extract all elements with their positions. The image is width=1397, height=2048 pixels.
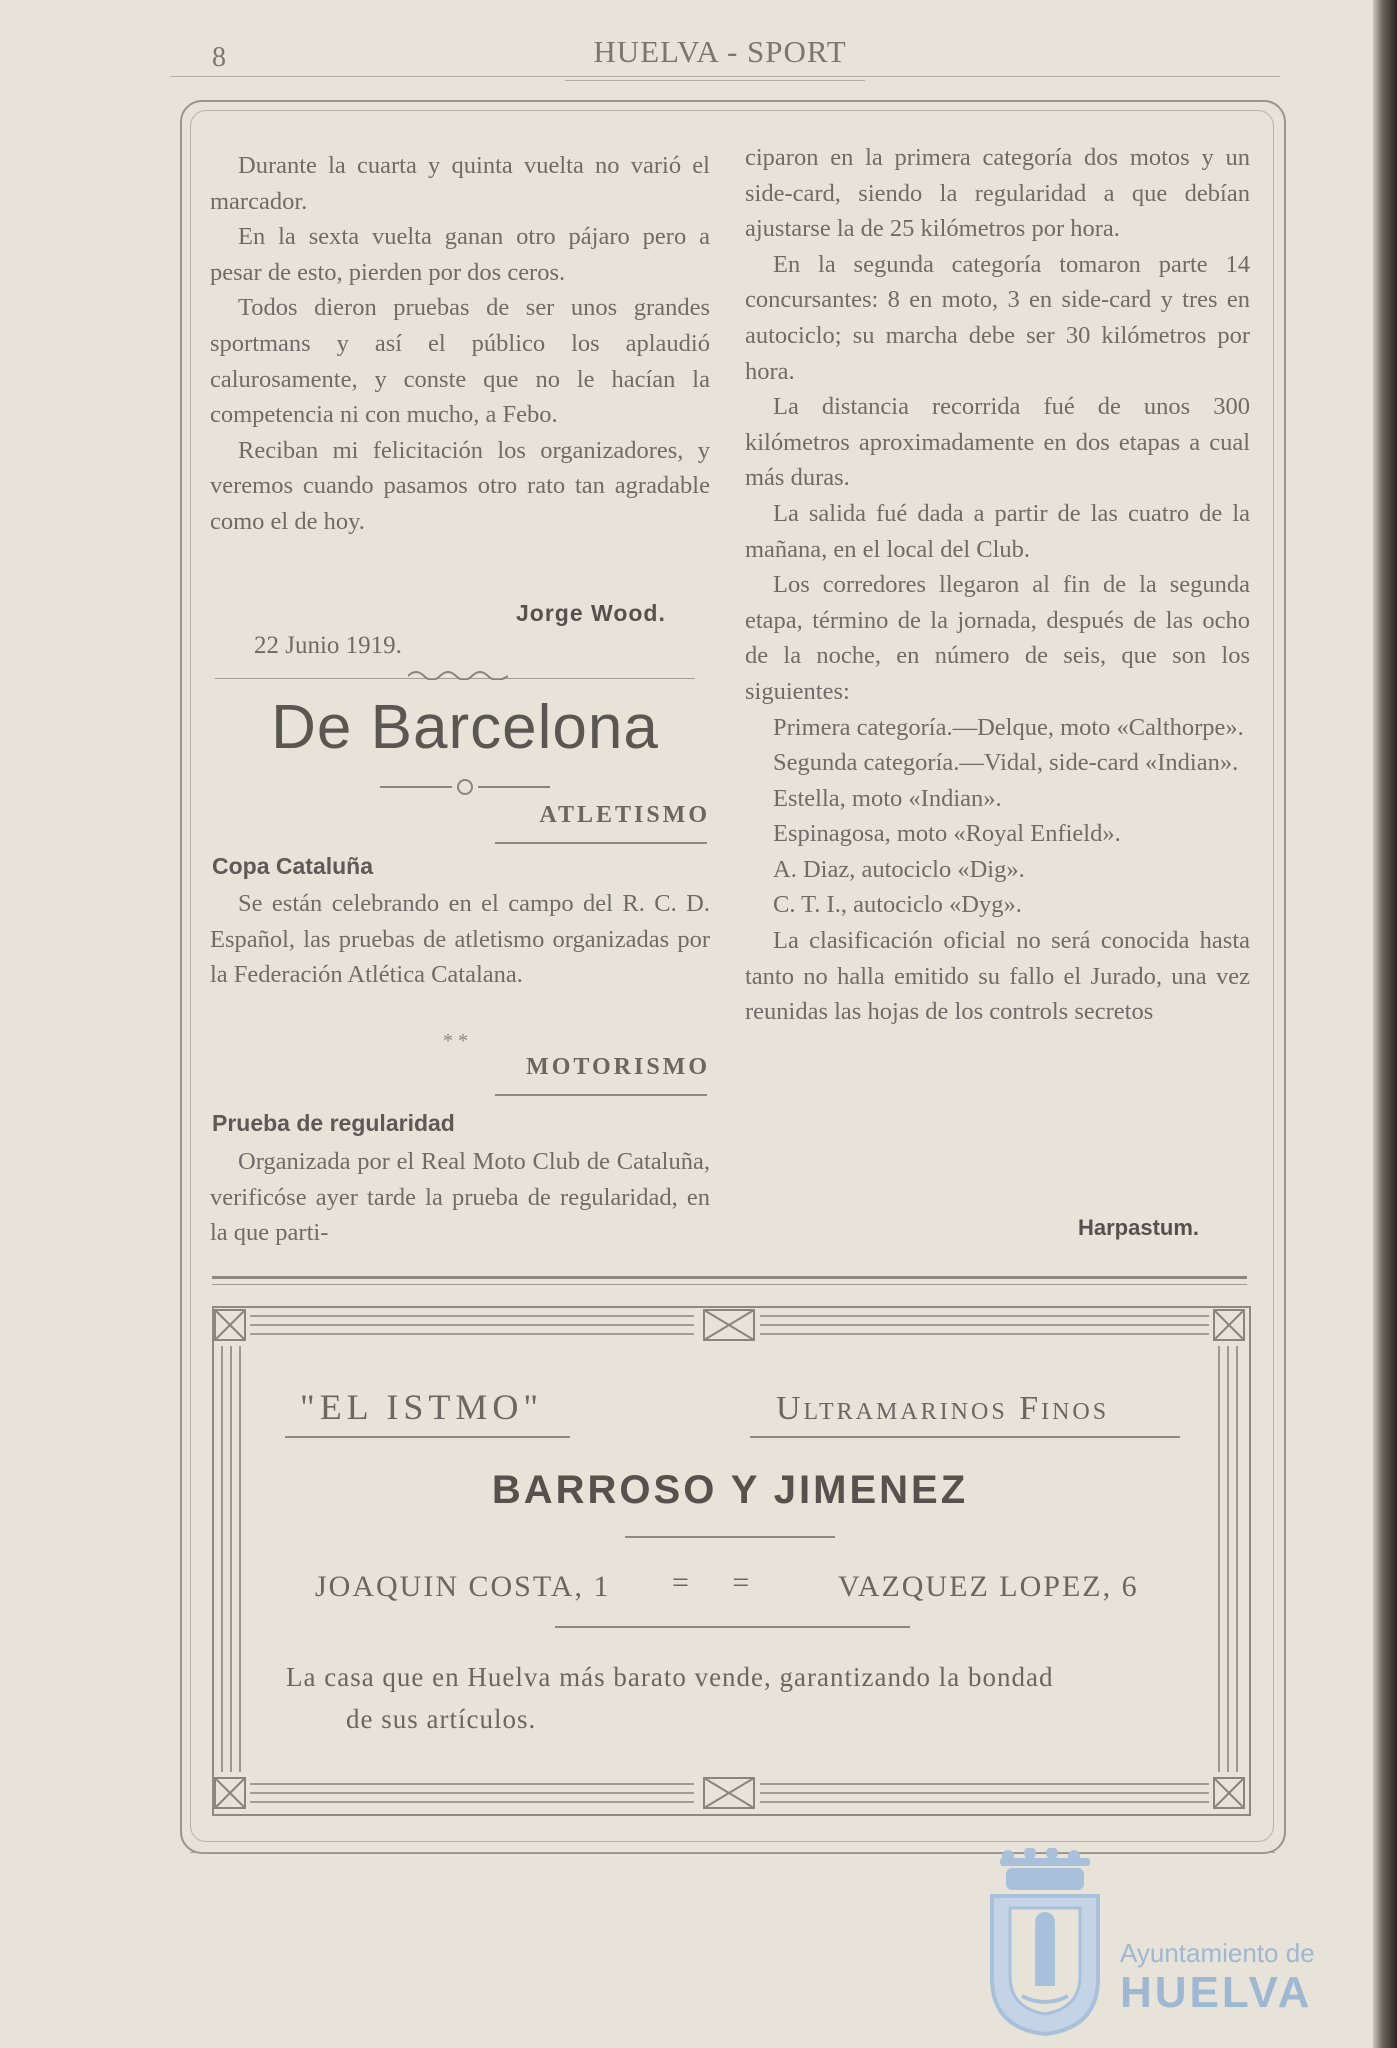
signature-harpastum: Harpastum. — [1078, 1215, 1200, 1240]
advert-address-separator: = = — [672, 1566, 768, 1599]
huelva-coat-of-arms-icon — [980, 1848, 1110, 2038]
advert-description-line: La casa que en Huelva más barato vende, garantizando la bondad — [286, 1662, 1054, 1692]
results-entry: Primera categoría.—Delque, moto «Calthorpe». — [773, 713, 1244, 741]
greek-key-border-bottom — [214, 1776, 1245, 1810]
advert-top-rule-thin — [212, 1284, 1247, 1285]
advert-underline — [555, 1626, 910, 1628]
advert-address-left: JOAQUIN COSTA, 1 — [315, 1570, 611, 1603]
results-entry: A. Diaz, autociclo «Dig». — [773, 855, 1025, 883]
header-rule-secondary — [565, 80, 865, 81]
advert-top-rule — [212, 1276, 1247, 1279]
advert-address-right: VAZQUEZ LOPEZ, 6 — [838, 1570, 1139, 1603]
watermark-line2: HUELVA — [1120, 1968, 1313, 2017]
subheading-copa-cataluna: Copa Cataluña — [212, 853, 374, 879]
advert-underline — [285, 1436, 570, 1438]
subheading-prueba-regularidad: Prueba de regularidad — [212, 1110, 455, 1136]
paragraph: Se están celebrando en el campo del R. C. D. Español, las pruebas de atletismo organizadas por la Federación Atlética Catalana. — [210, 890, 710, 989]
header-rule — [170, 76, 1280, 77]
wave-ornament — [408, 666, 508, 680]
paragraph: En la segunda categoría tomaron parte 14 concursantes: 8 en moto, 3 en side-card y tres en autociclo; su marcha debe ser 30 kilómetros por hora. — [745, 250, 1250, 385]
paragraph: Durante la cuarta y quinta vuelta no varió el marcador. — [210, 152, 710, 215]
article-date: 22 Junio 1919. — [254, 632, 402, 659]
paragraph: En la sexta vuelta ganan otro pájaro pero a pesar de esto, pierden por dos ceros. — [210, 223, 710, 286]
results-entry: Estella, moto «Indian». — [773, 784, 1002, 812]
motorismo-text — [210, 1144, 710, 1251]
atletismo-text — [210, 886, 710, 993]
paragraph: La distancia recorrida fué de unos 300 kilómetros aproximadamente en dos etapas a cual más duras. — [745, 393, 1250, 492]
paragraph: La salida fué dada a partir de las cuatro de la mañana, en el local del Club. — [745, 499, 1250, 563]
results-entry: C. T. I., autociclo «Dyg». — [773, 891, 1022, 919]
watermark-line1: Ayuntamiento de — [1120, 1938, 1315, 1968]
advert-owners: BARROSO Y JIMENEZ — [491, 1468, 969, 1512]
advert-description-line: de sus artículos. — [346, 1704, 537, 1734]
section-rule — [495, 1094, 707, 1096]
advert-underline — [750, 1436, 1180, 1438]
paragraph: La clasificación oficial no será conocida hasta tanto no halla emitido su fallo el Jurado, una vez reunidas las hojas de los controls secretos — [745, 927, 1250, 1026]
paragraph: Reciban mi felicitación los organizadores, y veremos cuando pasamos otro rato tan agradable como el de hoy. — [210, 436, 710, 535]
results-entry: Espinagosa, moto «Royal Enfield». — [773, 820, 1121, 848]
right-column — [745, 140, 1250, 1030]
publication-title: HUELVA - SPORT — [593, 34, 847, 69]
section-heading-atletismo: ATLETISMO — [539, 802, 710, 828]
advert-shop-type: Ultramarinos Finos — [776, 1390, 1110, 1427]
paragraph: Los corredores llegaron al fin de la segunda etapa, término de la jornada, después de las ocho de la noche, en número de seis, que son los siguientes: — [745, 571, 1250, 705]
circle-separator-ornament — [380, 776, 550, 798]
section-heading-motorismo: MOTORISMO — [526, 1054, 710, 1080]
left-column-intro — [210, 148, 710, 540]
page-number: 8 — [212, 42, 226, 73]
advert-description — [286, 1656, 1186, 1740]
paragraph: Organizada por el Real Moto Club de Cataluña, verificóse ayer tarde la prueba de regularidad, en la que parti- — [210, 1148, 710, 1247]
greek-key-border-left — [214, 1342, 248, 1776]
book-binding-edge — [1373, 0, 1397, 2048]
page-bottom-rule — [190, 1852, 1275, 1853]
asterism: * * — [443, 1030, 468, 1052]
article-title: De Barcelona — [271, 693, 659, 762]
results-entry: Segunda categoría.—Vidal, side-card «Indian». — [773, 749, 1239, 777]
advert-underline — [625, 1536, 835, 1538]
greek-key-border-right — [1211, 1342, 1245, 1776]
advert-shop-name: "EL ISTMO" — [300, 1387, 544, 1427]
greek-key-border-top — [214, 1308, 1245, 1342]
paragraph: Todos dieron pruebas de ser unos grandes sportmans y así el público los aplaudió calurosamente, y conste que no le hacían la competencia ni con mucho, a Febo. — [210, 294, 710, 429]
section-rule — [495, 842, 707, 844]
signature-jorge-wood: Jorge Wood. — [516, 600, 666, 626]
paragraph: ciparon en la primera categoría dos motos y un side-card, siendo la regularidad a que debían ajustarse la de 25 kilómetros por hora. — [745, 144, 1250, 243]
